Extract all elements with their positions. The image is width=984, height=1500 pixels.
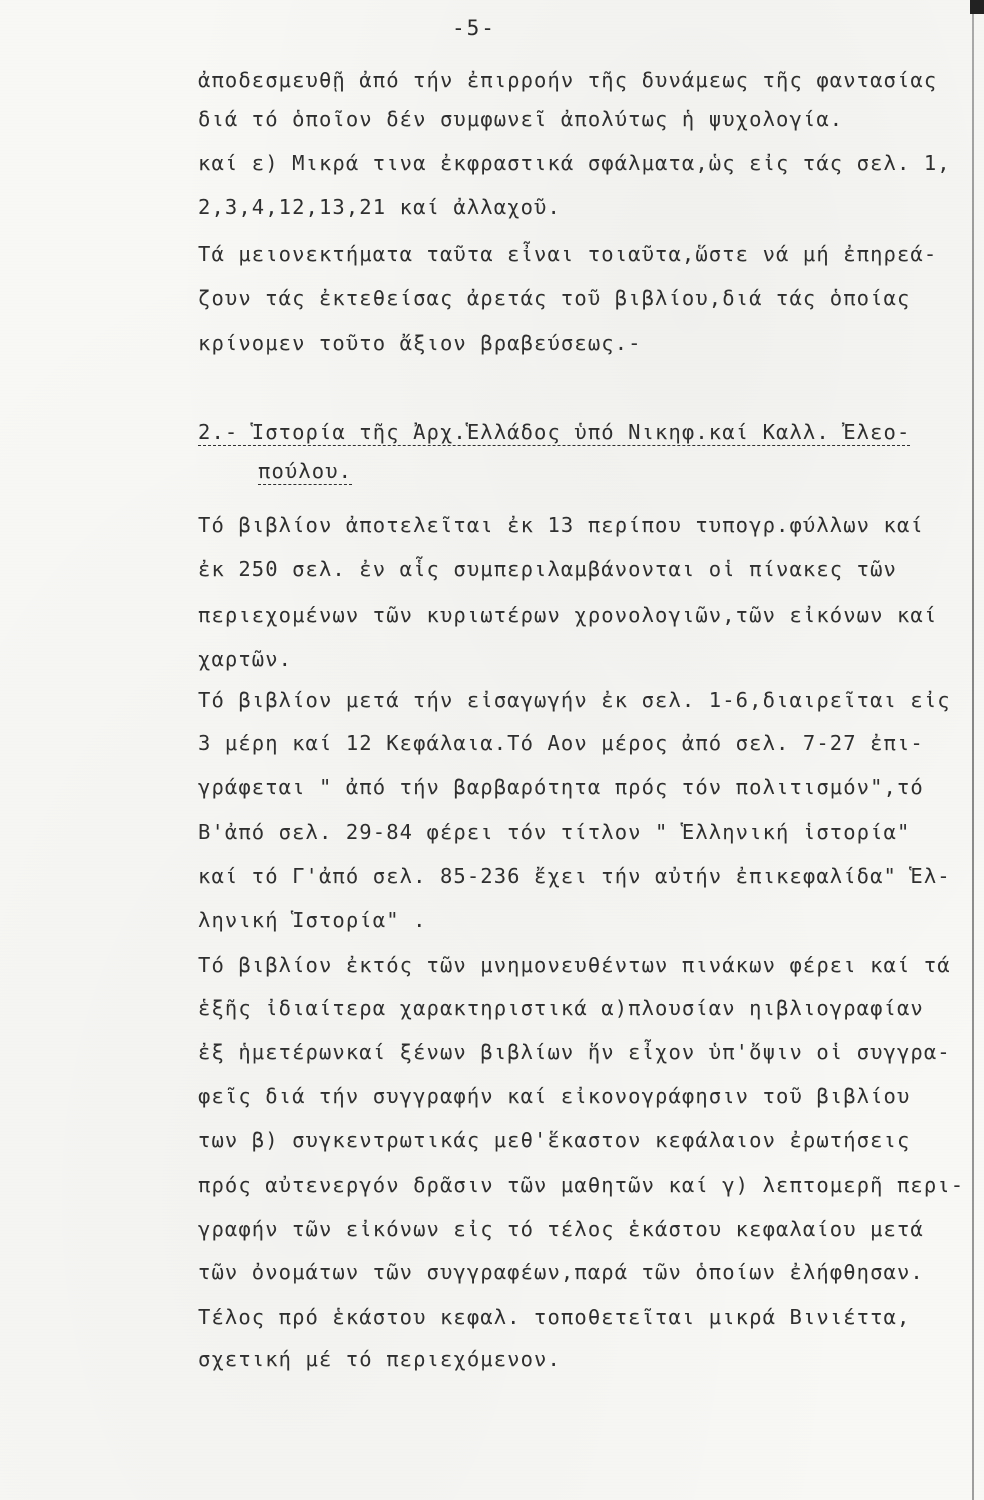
text-line-19: ἑξῆς ἰδιαίτερα χαρακτηριστικά α)πλουσίαν ηιβλιογραφίαν: [198, 996, 924, 1020]
text-line-14: γράφεται " ἀπό τήν βαρβαρότητα πρός τόν πολιτισμόν",τό: [198, 775, 924, 799]
text-line-4: 2,3,4,12,13,21 καί ἀλλαχοῦ.: [198, 195, 561, 219]
text-line-17: ληνική Ἱστορία" .: [198, 908, 427, 932]
text-line-1: ἀποδεσμευθῇ ἀπό τήν ἐπιρροήν τῆς δυνάμεως τῆς φαντασίας: [198, 68, 938, 92]
text-line-6: ζουν τάς ἐκτεθείσας ἀρετάς τοῦ βιβλίου,διά τάς ὁποίας: [198, 286, 911, 310]
text-line-16: καί τό Γ'ἀπό σελ. 85-236 ἔχει τήν αὐτήν ἐπικεφαλίδα" Ἑλ-: [198, 864, 951, 888]
text-line-7: κρίνομεν τοῦτο ἄξιον βραβεύσεως.-: [198, 331, 642, 355]
text-line-3: καί ε) Μικρά τινα ἐκφραστικά σφάλματα,ὡς εἰς τάς σελ. 1,: [198, 151, 951, 175]
text-line-25: τῶν ὀνομάτων τῶν συγγραφέων,παρά τῶν ὁποίων ἐλήφθησαν.: [198, 1260, 924, 1284]
text-line-15: Β'ἀπό σελ. 29-84 φέρει τόν τίτλον " Ἑλληνική ἱστορία": [198, 820, 911, 844]
text-line-27: σχετική μέ τό περιεχόμενον.: [198, 1347, 561, 1371]
text-line-21: φεῖς διά τήν συγγραφήν καί εἰκονογράφησιν τοῦ βιβλίου: [198, 1084, 911, 1108]
section-heading-line-1: 2.- Ἱστορία τῆς Ἀρχ.Ἑλλάδος ὑπό Νικηφ.καί Καλλ. Ἐλεο-: [198, 420, 911, 444]
text-line-22: των β) συγκεντρωτικάς μεθ'ἕκαστον κεφάλαιον ἐρωτήσεις: [198, 1128, 911, 1152]
text-line-8: Τό βιβλίον ἀποτελεῖται ἐκ 13 περίπου τυπογρ.φύλλων καί: [198, 513, 924, 537]
text-line-18: Τό βιβλίον ἐκτός τῶν μνημονευθέντων πινάκων φέρει καί τά: [198, 953, 951, 977]
text-line-2: διά τό ὁποῖον δέν συμφωνεῖ ἀπολύτως ἡ ψυχολογία.: [198, 107, 844, 131]
text-line-20: ἐξ ἡμετέρωνκαί ξένων βιβλίων ἥν εἶχον ὑπ'ὄψιν οἱ συγγρα-: [198, 1040, 951, 1064]
text-line-9: ἐκ 250 σελ. ἐν αἷς συμπεριλαμβάνονται οἱ πίνακες τῶν: [198, 557, 897, 581]
text-line-24: γραφήν τῶν εἰκόνων εἰς τό τέλος ἑκάστου κεφαλαίου μετά: [198, 1217, 924, 1241]
section-heading-line-2: πούλου.: [258, 459, 353, 483]
text-line-5: Τά μειονεκτήματα ταῦτα εἶναι τοιαῦτα,ὥστε νά μή ἐπηρεά-: [198, 242, 938, 266]
text-line-23: πρός αὐτενεργόν δρᾶσιν τῶν μαθητῶν καί γ) λεπτομερῆ περι-: [198, 1173, 965, 1197]
text-line-11: χαρτῶν.: [198, 647, 293, 671]
text-line-12: Τό βιβλίον μετά τήν εἰσαγωγήν ἐκ σελ. 1-6,διαιρεῖται εἰς: [198, 688, 951, 712]
text-line-10: περιεχομένων τῶν κυριωτέρων χρονολογιῶν,τῶν εἰκόνων καί: [198, 603, 938, 627]
text-line-13: 3 μέρη καί 12 Κεφάλαια.Τό Αον μέρος ἀπό σελ. 7-27 ἐπι-: [198, 731, 924, 755]
text-line-26: Τέλος πρό ἑκάστου κεφαλ. τοποθετεῖται μικρά Βινιέττα,: [198, 1305, 911, 1329]
page-number: -5-: [452, 16, 496, 40]
